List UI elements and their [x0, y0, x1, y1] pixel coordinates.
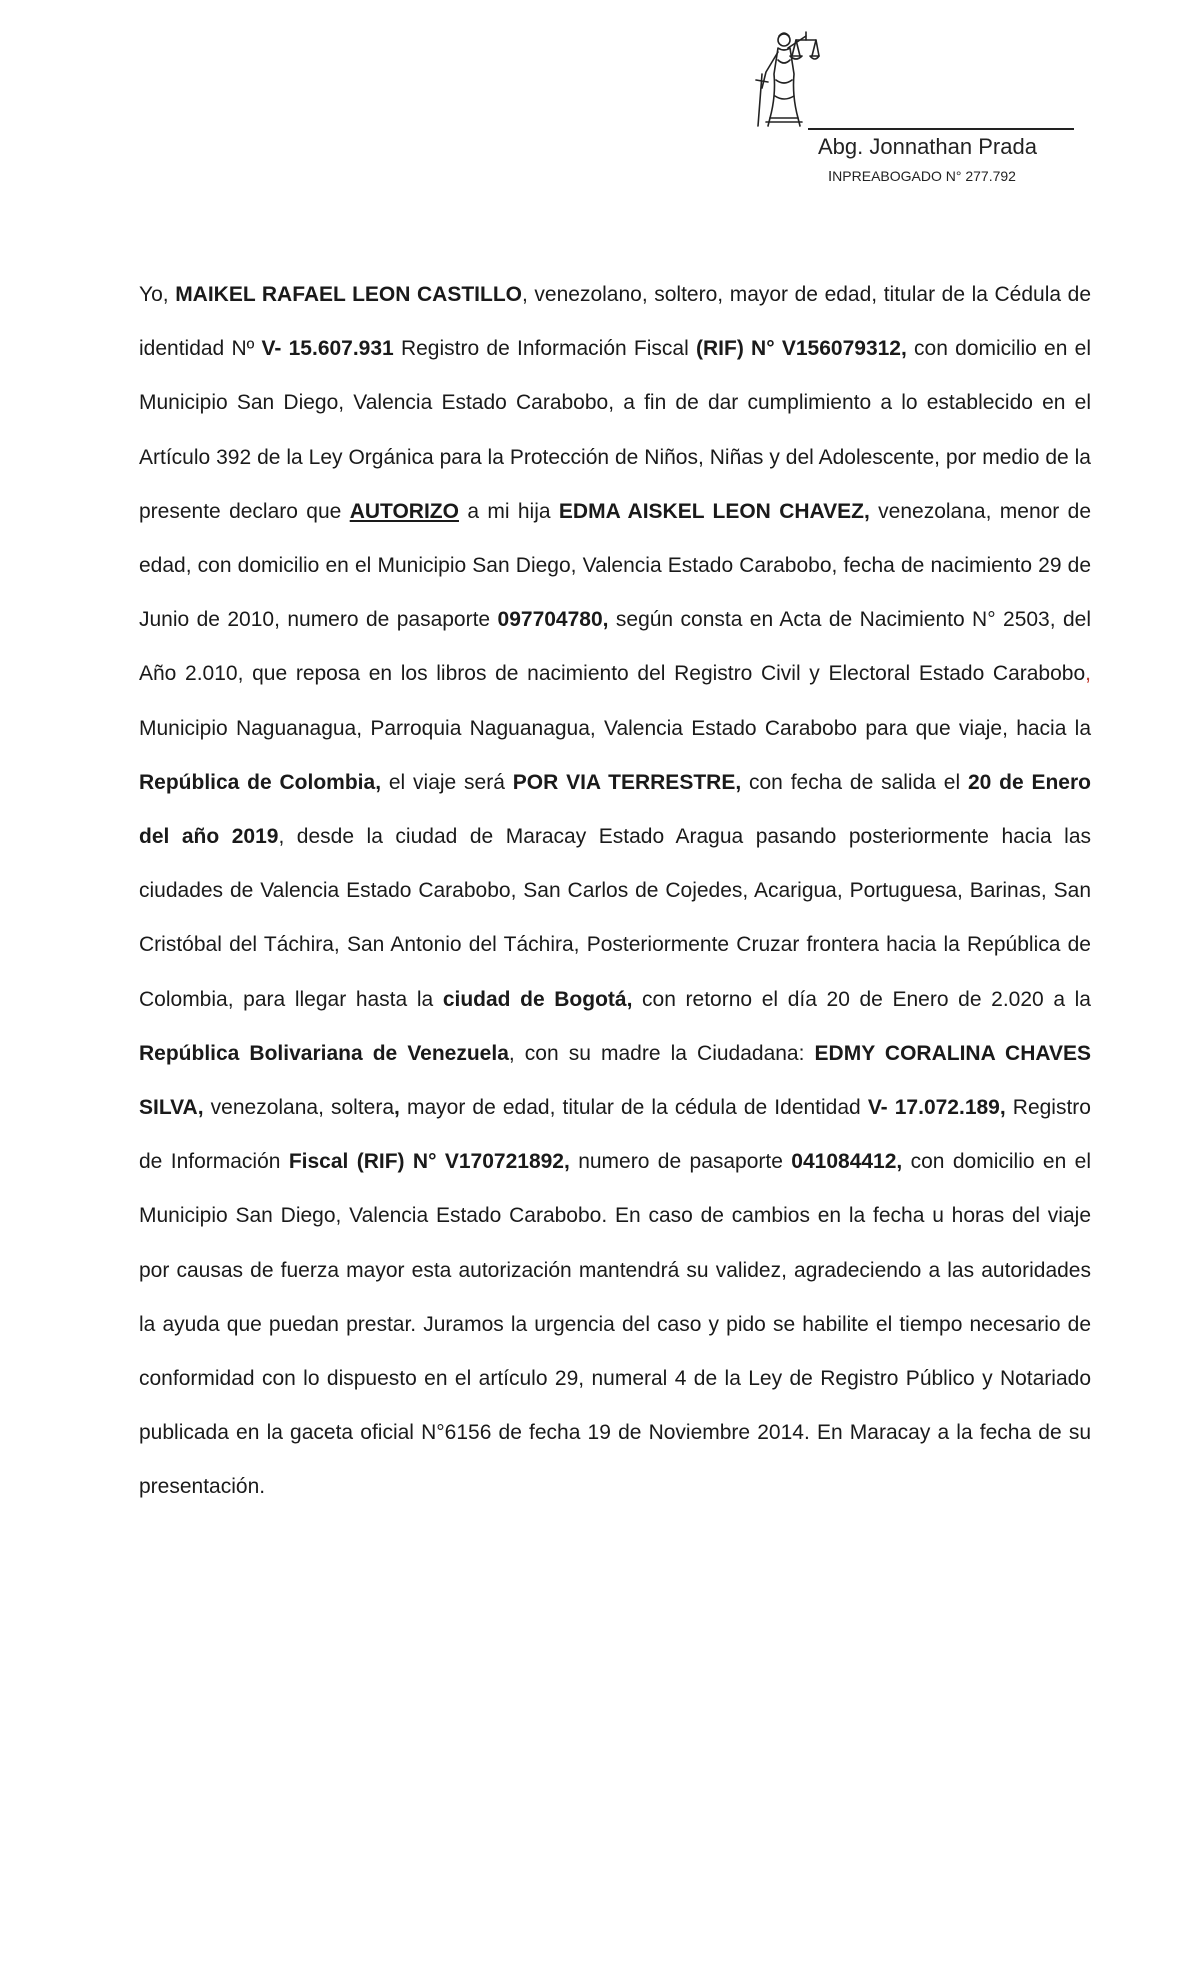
- bar-registration: [828, 168, 1016, 185]
- lawyer-name: Abg. Jonnathan Prada: [818, 134, 1037, 159]
- travel-mode: POR VIA TERRESTRE,: [512, 770, 742, 794]
- text-segment: Municipio Naguanagua, Parroquia Naguanagua, Valencia Estado Carabobo para que viaje, hacia la: [139, 716, 1091, 740]
- text-segment: Yo,: [139, 283, 176, 306]
- text-segment: Registro de Información Fiscal: [393, 337, 697, 361]
- text-segment: , con su madre la Ciudadana:: [508, 1041, 815, 1065]
- registry-initial: I: [828, 168, 833, 185]
- mother-id-number: V- 17.072.189,: [867, 1096, 1006, 1120]
- text-segment: con domicilio en el Municipio San Diego, Valencia Estado Carabobo. En caso de cambios en la fecha u horas del viaje por causas de fuerza mayor esta autorización mantendrá su validez, agradeciendo a las autoridades la ayuda que puedan prestar. Juramos la urgencia del caso y pido se habilite el tiempo necesario de conformidad con lo dispuesto en el artículo 29, numeral 4 de la Ley de Registro Público y Notariado publicada en la gaceta oficial N°6156 de fecha 19 de Noviembre 2014. En Maracay a la fecha de su presentación.: [139, 1150, 1092, 1499]
- declaration-paragraph: [139, 268, 1091, 1515]
- mother-passport: 041084412,: [791, 1150, 903, 1174]
- text-segment: , venezolano, soltero, mayor de edad, titular de la Cédula de identidad Nº: [139, 283, 1092, 361]
- text-segment: a mi hija: [458, 499, 559, 523]
- registry-number: NPREABOGADO N° 277.792: [832, 168, 1016, 184]
- daughter-passport: 097704780,: [497, 608, 609, 632]
- lady-justice-emblem-icon: [748, 26, 820, 130]
- text-segment: con retorno el día 20 de Enero de 2.020 a la: [632, 987, 1091, 1011]
- mother-rif: Fiscal (RIF) N° V170721892,: [288, 1150, 570, 1174]
- text-segment: venezolana, menor de edad, con domicilio en el Municipio San Diego, Valencia Estado Carabobo, fecha de nacimiento 29 de Junio de 2010, numero de pasaporte: [139, 499, 1091, 632]
- father-name: MAIKEL RAFAEL LEON CASTILLO: [175, 283, 522, 306]
- text-segment: , desde la ciudad de Maracay Estado Aragua pasando posteriormente hacia las ciudades de Valencia Estado Carabobo, San Carlos de Cojedes, Acarigua, Portuguesa, Barinas, San Cristóbal del Táchira, San Antonio del Táchira, Posteriormente Cruzar frontera hacia la República de Colombia, para llegar hasta la: [139, 825, 1092, 1011]
- mother-name: EDMY CORALINA CHAVES SILVA,: [139, 1041, 1091, 1120]
- departure-date: 20 de Enero del año 2019: [139, 770, 1091, 849]
- text-segment: venezolana, soltera: [203, 1096, 395, 1120]
- authorization-keyword: AUTORIZO: [349, 499, 459, 523]
- daughter-name: EDMA AISKEL LEON CHAVEZ,: [558, 499, 870, 523]
- father-rif: (RIF) N° V156079312,: [696, 337, 907, 361]
- text-segment: con domicilio en el Municipio San Diego, Valencia Estado Carabobo, a fin de dar cumplimiento a lo establecido en el Artículo 392 de la Ley Orgánica para la Protección de Niños, Niñas y del Adolescente, por medio de la presente declaro que: [139, 337, 1091, 523]
- letterhead: [808, 26, 1074, 196]
- text-segment: el viaje será: [381, 770, 513, 794]
- text-segment: con fecha de salida el: [741, 770, 968, 794]
- destination-country: República de Colombia,: [139, 770, 382, 794]
- destination-city: ciudad de Bogotá,: [442, 987, 633, 1011]
- text-segment: Registro de Información: [139, 1096, 1091, 1174]
- return-country: República Bolivariana de Venezuela: [139, 1041, 509, 1065]
- text-segment: según consta en Acta de Nacimiento N° 2503, del Año 2.010, que reposa en los libros de nacimiento del Registro Civil y Electoral Estado Carabobo: [139, 608, 1091, 686]
- father-id-number: V- 15.607.931: [261, 337, 394, 361]
- text-segment: ,: [394, 1096, 400, 1120]
- text-segment: numero de pasaporte: [569, 1150, 792, 1174]
- signature-rule: [808, 128, 1074, 130]
- text-segment: ,: [1085, 662, 1091, 686]
- text-segment: mayor de edad, titular de la cédula de Identidad: [399, 1096, 868, 1120]
